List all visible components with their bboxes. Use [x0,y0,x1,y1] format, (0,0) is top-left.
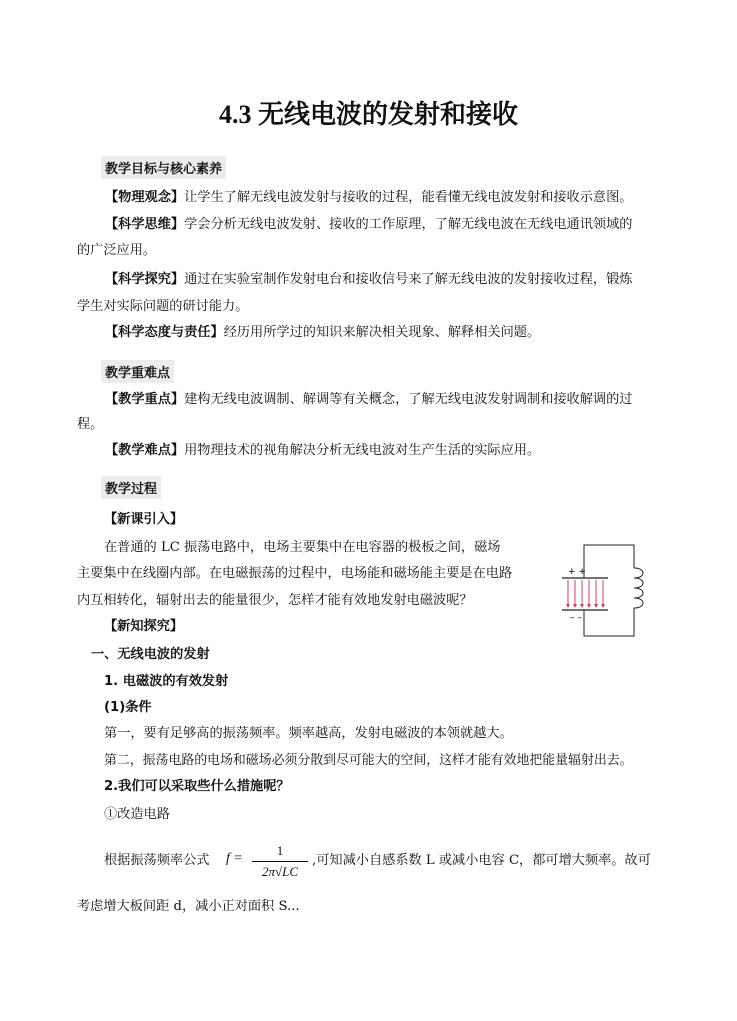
section-heading-process: 教学过程 [101,476,161,499]
frequency-formula [252,843,308,880]
heading-3: (1)条件 [104,700,152,715]
circuit-wire-bottom [584,612,634,636]
key-line-1 [105,390,633,410]
section-heading-goals: 教学目标与核心素养 [101,156,226,179]
plus-charges: + + [568,567,586,577]
condition-1: 第一，要有足够高的振荡频率。频率越高，发射电磁波的本领就越大。 [104,726,513,741]
goal-line-3 [105,270,633,290]
goal-label: 【科学探究】 [105,272,185,287]
goal-line-4 [105,323,540,343]
formula-denominator: 2π√LC [261,864,299,879]
goal-line-2-cont: 的广泛应用。 [77,243,157,258]
goal-label: 【科学态度与责任】 [105,325,224,340]
goal-line-3-cont: 学生对实际问题的研讨能力。 [77,299,249,314]
key-text: 用物理技术的视角解决分析无线电波对生产生活的实际应用。 [184,443,541,458]
circuit-wire-top [584,545,634,568]
goal-label: 【物理观念】 [105,190,185,205]
explore-label: 【新知探究】 [104,619,184,634]
minus-charges: – – [570,613,582,623]
formula-f: f = [226,851,243,866]
lc-circuit-diagram [550,540,650,640]
formula-conclusion: ,可知减小自感系数 L 或减小电容 C，都可增大频率。故可 [312,853,651,868]
goal-text: 学会分析无线电波发射、接收的工作原理，了解无线电波在无线电通讯领域的 [184,217,633,232]
intro-line-2: 主要集中在线圈内部。在电磁振荡的过程中，电场能和磁场能主要是在电路 [77,566,513,581]
key-label: 【教学重点】 [105,392,185,407]
step-1: ①改造电路 [104,807,170,822]
condition-2: 第二，振荡电路的电场和磁场必须分散到尽可能大的空间，这样才能有效地把能量辐射出去。 [104,753,633,768]
goal-text: 让学生了解无线电波发射与接收的过程，能看懂无线电波发射和接收示意图。 [184,190,633,205]
intro-line-1: 在普通的 LC 振荡电路中，电场主要集中在电容器的极板之间，磁场 [104,540,501,555]
formula-intro: 根据振荡频率公式 [104,853,210,868]
goal-line-2 [105,215,633,235]
goal-label: 【科学思维】 [105,217,185,232]
section-heading-key: 教学重难点 [101,360,174,383]
key-text: 建构无线电波调制、解调等有关概念，了解无线电波发射调制和接收解调的过 [184,392,633,407]
goal-text: 通过在实验室制作发射电台和接收信号来了解无线电波的发射接收过程，锻炼 [184,272,633,287]
question: 2.我们可以采取些什么措施呢？ [104,779,290,794]
heading-2: 1. 电磁波的有效发射 [104,674,229,689]
key-label: 【教学难点】 [105,443,185,458]
goal-text: 经历用所学过的知识来解决相关现象、解释相关问题。 [223,325,541,340]
inductor-coil [634,568,643,612]
page-title: 4.3 无线电波的发射和接收 [218,100,518,129]
last-line: 考虑增大板间距 d，减小正对面积 S... [77,899,300,914]
intro-label: 【新课引入】 [104,512,184,527]
electric-field-lines [568,580,603,606]
intro-line-3: 内互相转化，辐射出去的能量很少，怎样才能有效地发射电磁波呢？ [77,593,473,608]
goal-line-1 [105,188,633,208]
formula-numerator: 1 [276,843,284,858]
heading-1: 一、无线电波的发射 [91,647,210,662]
key-line-1-cont: 程。 [77,417,104,432]
key-line-2 [105,441,540,461]
